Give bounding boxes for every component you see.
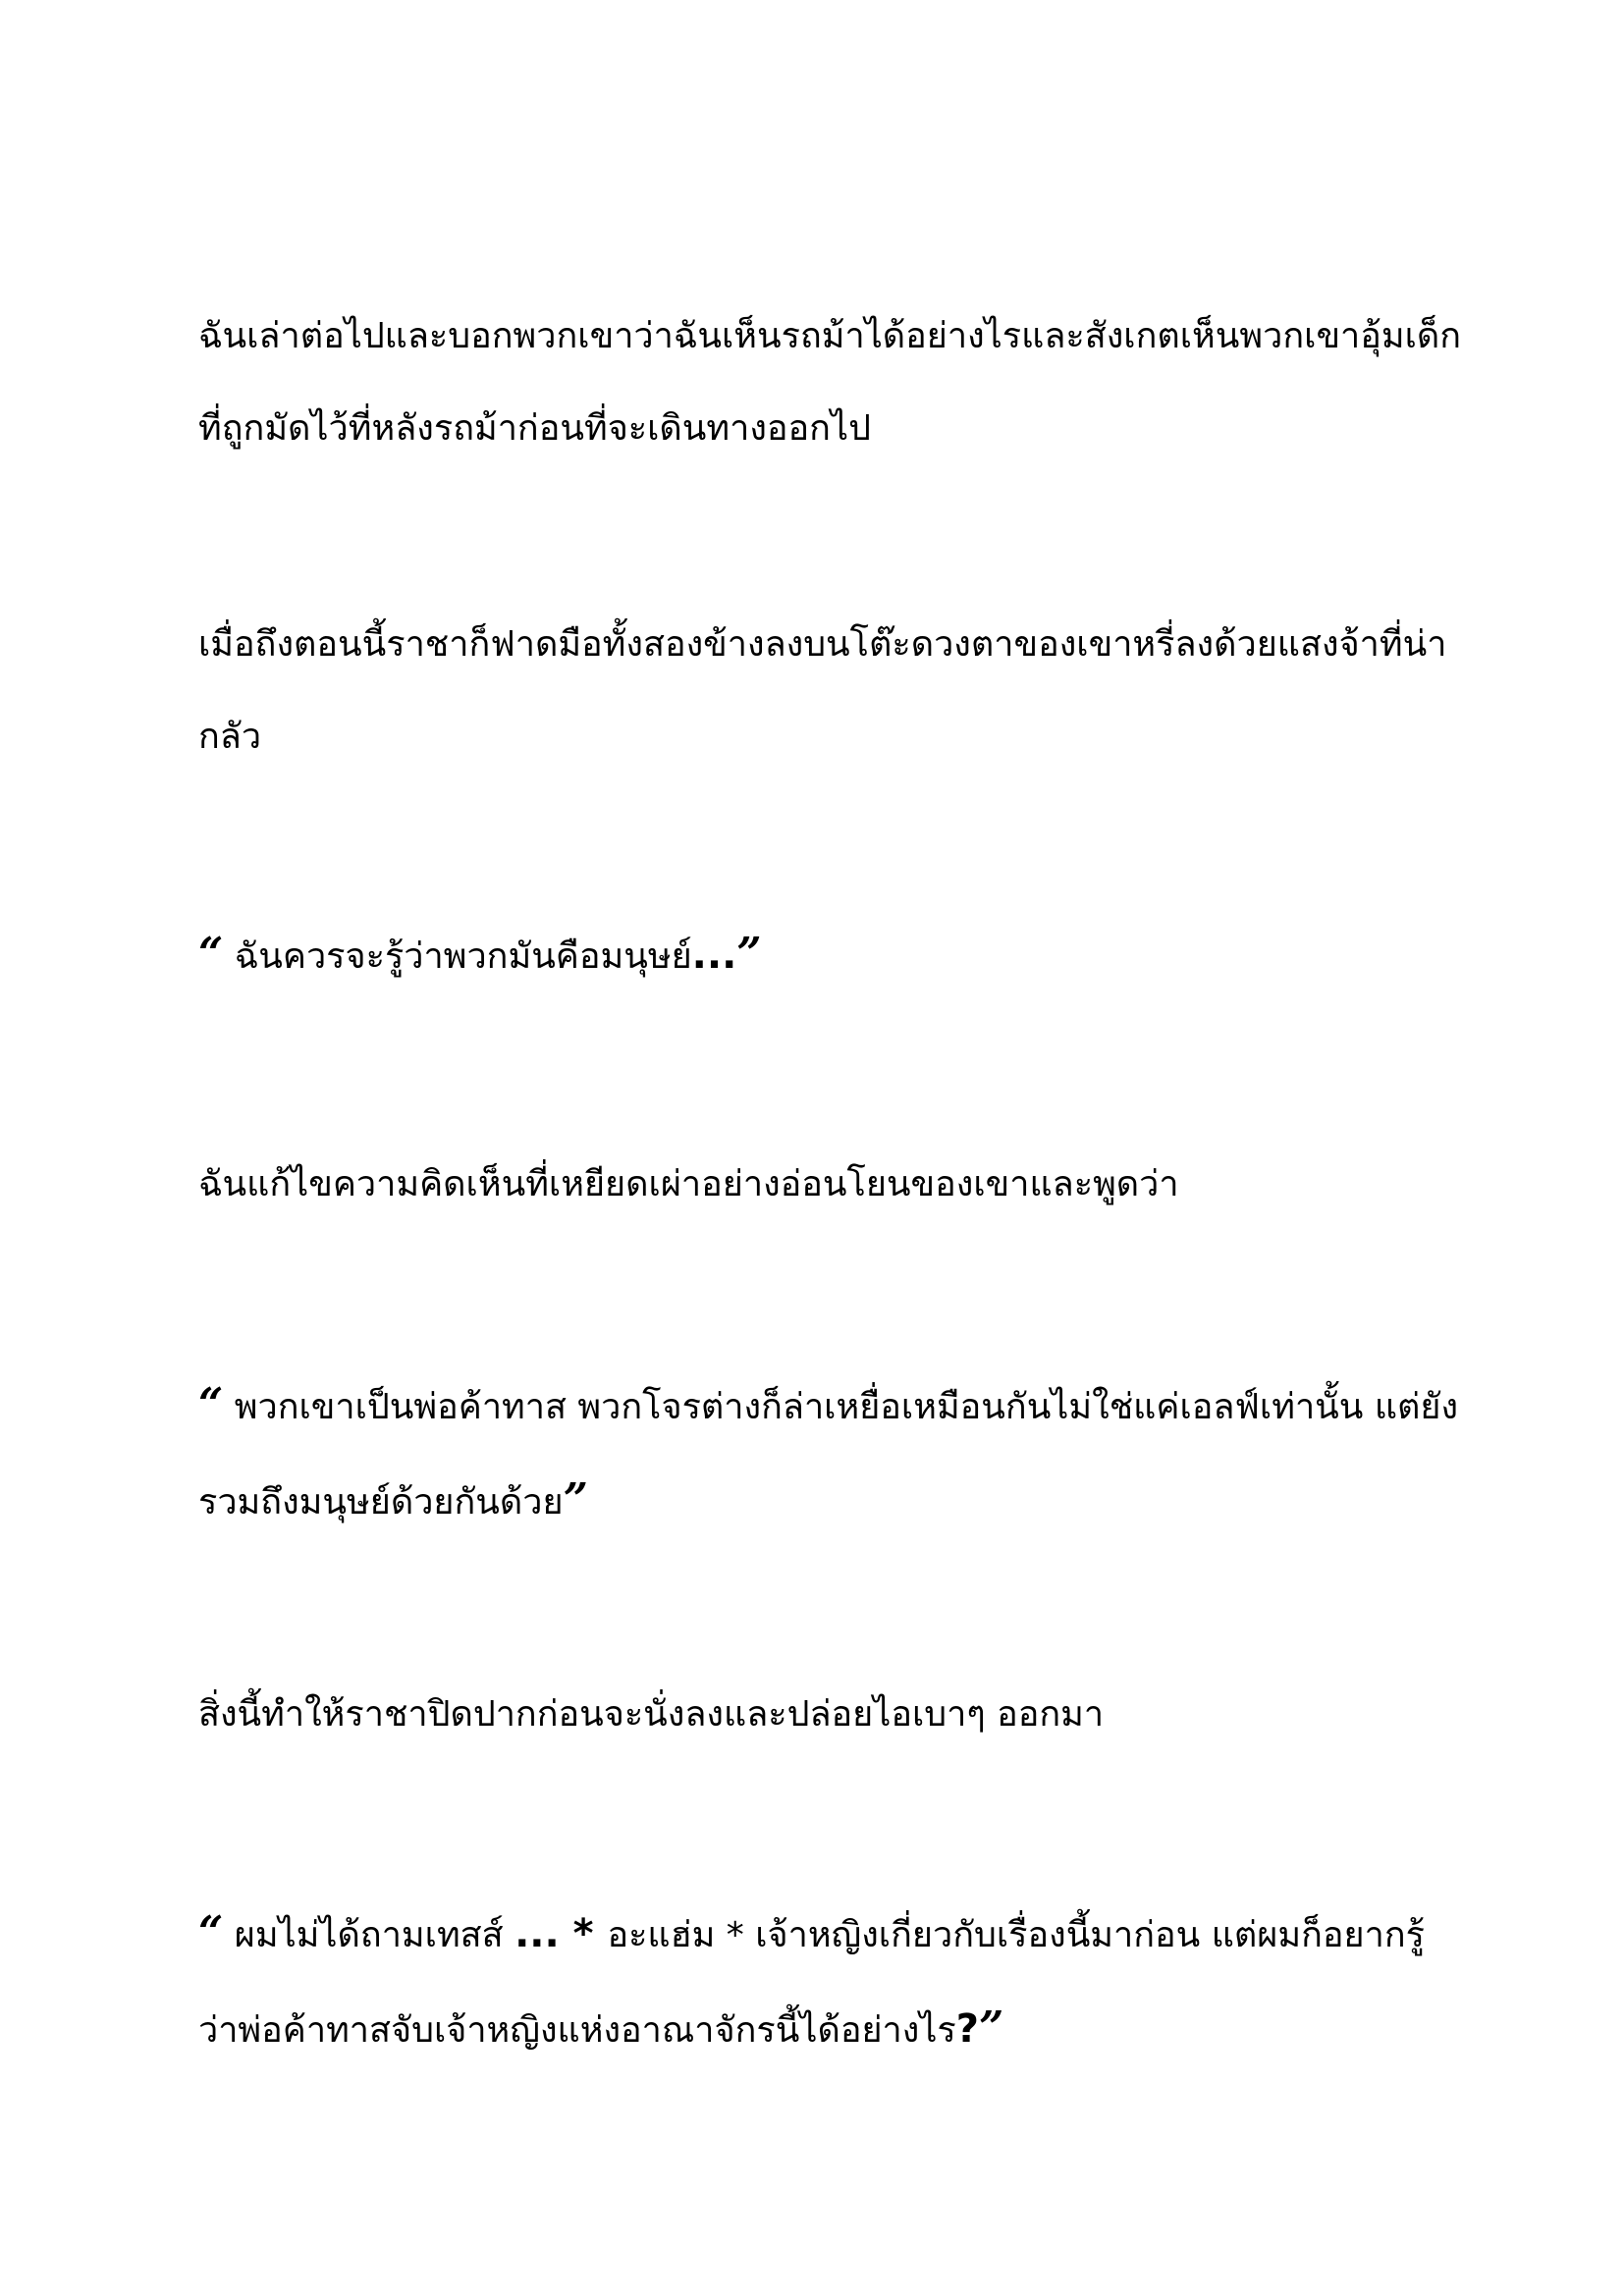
dialogue-text: รวมถึงมนุษย์ด้วยกันด้วย	[198, 1482, 564, 1522]
dialogue-text: อะแฮ่ม * เจ้าหญิงเกี่ยวกับเรื่องนี้มาก่อน แต่ผมก็อยากรู้	[607, 1915, 1425, 1955]
dialogue-text: พวกเขาเป็นพ่อค้าทาส พวกโจรต่างก็ล่าเหยื่อเหมือนกันไม่ใช่แค่เอลฟ์เท่านั้น แต่ยัง	[223, 1387, 1459, 1427]
dialogue-line	[198, 1887, 1445, 1982]
paragraph-1	[198, 291, 1462, 475]
open-quote: “	[198, 929, 224, 979]
paragraph-line: กลัว	[198, 717, 262, 757]
dialogue-line	[198, 1982, 1445, 2077]
paragraph-3	[198, 1139, 1445, 1231]
paragraph-line: ที่ถูกมัดไว้ที่หลังรถม้าก่อนที่จะเดินทางออกไป	[198, 408, 871, 449]
dialogue-line	[198, 1359, 1459, 1454]
dialogue-3	[198, 1887, 1445, 2077]
dialogue-2	[198, 1359, 1459, 1549]
paragraph-line: สิ่งนี้ทำให้ราชาปิดปากก่อนจะนั่งลงและปล่อยไอเบาๆ ออกมา	[198, 1694, 1105, 1735]
dialogue-1	[198, 908, 1445, 1003]
paragraph-2	[198, 599, 1445, 783]
ellipsis: ...	[514, 1911, 560, 1956]
paragraph-line: เมื่อถึงตอนนี้ราชาก็ฟาดมือทั้งสองข้างลงบนโต๊ะดวงตาของเขาหรี่ลงด้วยแสงจ้าที่น่า	[198, 624, 1447, 665]
close-quote: ”	[736, 929, 762, 979]
paragraph-line: ฉันแก้ไขความคิดเห็นที่เหยียดเผ่าอย่างอ่อนโยนของเขาและพูดว่า	[198, 1164, 1179, 1204]
close-quote: ”	[978, 2002, 1004, 2053]
paragraph-line: ฉันเล่าต่อไปและบอกพวกเขาว่าฉันเห็นรถม้าได้อย่างไรและสังเกตเห็นพวกเขาอุ้มเด็ก	[198, 316, 1462, 356]
open-quote: “	[198, 1379, 224, 1429]
dialogue-line	[198, 908, 1445, 1003]
open-quote: “	[198, 1907, 224, 1957]
ellipsis: ...	[691, 933, 737, 978]
dialogue-text: ผมไม่ได้ถามเทสส์	[223, 1915, 515, 1955]
dialogue-text: ฉันควรจะรู้ว่าพวกมันคือมนุษย์	[223, 936, 692, 977]
close-quote: ”	[563, 1474, 588, 1524]
dialogue-line	[198, 1454, 1445, 1549]
paragraph-4	[198, 1669, 1445, 1761]
asterisk: *	[559, 1911, 608, 1956]
dialogue-text: ว่าพ่อค้าทาสจับเจ้าหญิงแห่งอาณาจักรนี้ได้อย่างไร	[198, 2010, 956, 2051]
question-mark: ?	[955, 2006, 979, 2052]
